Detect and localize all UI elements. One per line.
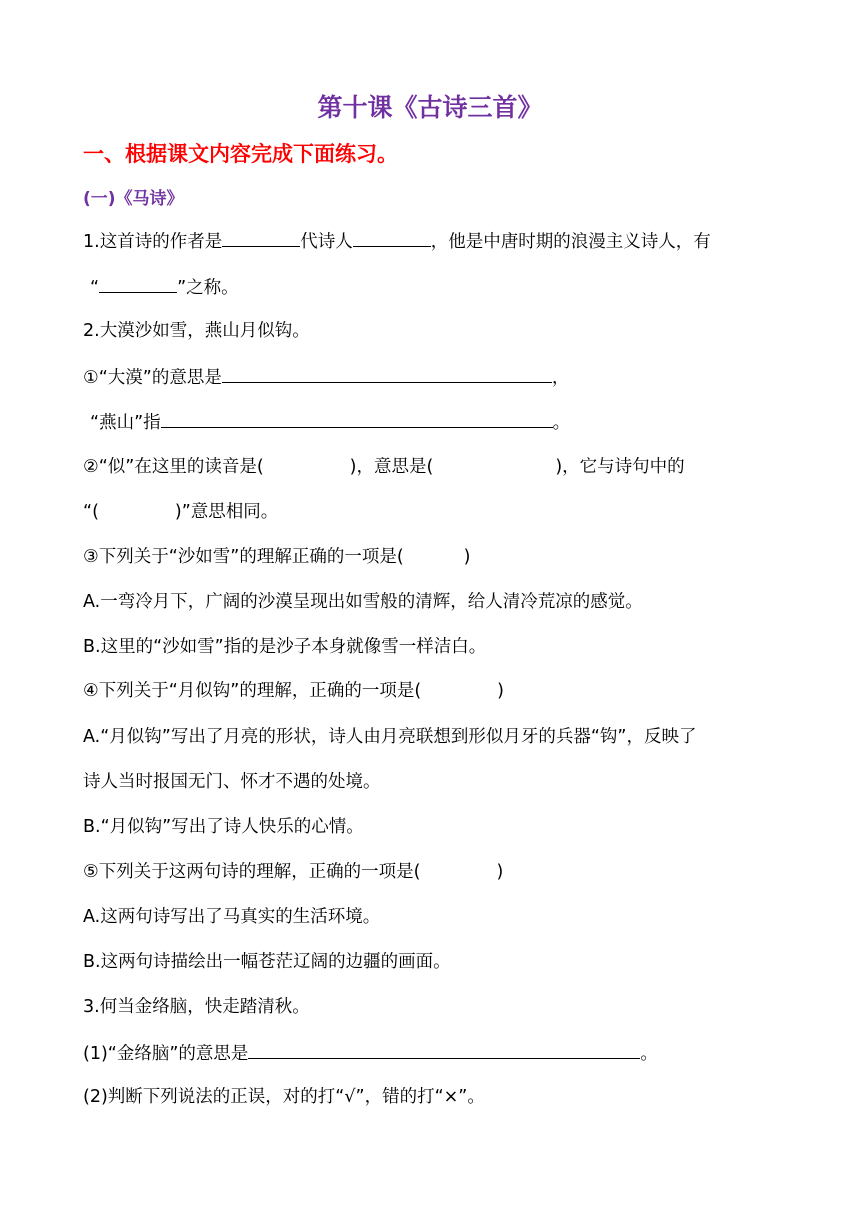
q2-s5-text: ⑤下列关于这两句诗的理解，正确的一项是( <box>83 862 421 882</box>
q3-part2: (2)判断下列说法的正误，对的打“√”，错的打“×”。 <box>83 1087 485 1107</box>
q2-s3-close: ) <box>463 547 471 567</box>
q1-blank-dynasty[interactable] <box>222 228 300 247</box>
q2-blank-damo[interactable] <box>222 364 552 383</box>
q1-text-b: 代诗人 <box>300 232 353 252</box>
q2-s1-text-a: ①“大漠”的意思是 <box>83 368 222 388</box>
q2-sub4-question <box>83 679 783 703</box>
subsection-heading: (一)《马诗》 <box>83 189 184 209</box>
q2-sub1-line1 <box>83 364 783 390</box>
q2-sub3-question <box>83 545 783 569</box>
q2-s2-text-b: )，意思是( <box>349 457 434 477</box>
q1-text-a: 1.这首诗的作者是 <box>83 232 223 252</box>
q2-s5-option-b: B.这两句诗描绘出一幅苍茫辽阔的边疆的画面。 <box>83 952 451 972</box>
q2-sub2-line1 <box>83 455 783 479</box>
q2-s4-close: ) <box>497 681 504 701</box>
q1-text-d: “ <box>90 278 100 298</box>
q3-p1-text-b: 。 <box>640 1044 658 1064</box>
q2-sub1-line2 <box>90 409 790 435</box>
q2-s4-option-b: B.“月似钩”写出了诗人快乐的心情。 <box>83 817 364 837</box>
q2-s2-text-d: “( <box>83 502 99 522</box>
q1-line1 <box>83 228 783 254</box>
q1-blank-poet[interactable] <box>353 228 431 247</box>
page-title: 第十课《古诗三首》 <box>317 93 543 122</box>
q2-s3-text: ③下列关于“沙如雪”的理解正确的一项是( <box>83 547 404 567</box>
q3-part1 <box>83 1040 783 1066</box>
q1-blank-title[interactable] <box>99 274 177 293</box>
q2-s5-option-a: A.这两句诗写出了马真实的生活环境。 <box>83 907 381 927</box>
q2-blank-yanshan[interactable] <box>161 409 553 428</box>
q2-s2-text-a: ②“似”在这里的读音是( <box>83 457 264 477</box>
q3-blank-jinluonao[interactable] <box>248 1040 640 1059</box>
q2-s5-close: ) <box>496 862 504 882</box>
q1-text-e: ”之称。 <box>177 278 239 298</box>
q2-s4-option-a-line1: A.“月似钩”写出了月亮的形状，诗人由月亮联想到形似月牙的兵器“钩”，反映了 <box>83 727 697 747</box>
q2-s2-text-e: )”意思相同。 <box>174 502 279 522</box>
q2-s3-option-a: A.一弯冷月下，广阔的沙漠呈现出如雪般的清辉，给人清冷荒凉的感觉。 <box>83 592 643 612</box>
q2-s4-text: ④下列关于“月似钩”的理解，正确的一项是( <box>83 681 422 701</box>
section-heading: 一、根据课文内容完成下面练习。 <box>83 142 398 166</box>
q1-text-c: ，他是中唐时期的浪漫主义诗人，有 <box>430 232 711 252</box>
q2-s1-text-b: ， <box>551 368 570 388</box>
q2-s3-option-b: B.这里的“沙如雪”指的是沙子本身就像雪一样洁白。 <box>83 637 487 657</box>
q2-stem: 2.大漠沙如雪，燕山月似钩。 <box>83 321 310 341</box>
q3-p1-text-a: (1)“金络脑”的意思是 <box>83 1044 249 1064</box>
q1-line2 <box>90 274 790 300</box>
q2-sub2-line2 <box>83 500 783 524</box>
q2-s1-text-c: “燕山”指 <box>90 413 161 433</box>
q2-s2-text-c: )，它与诗句中的 <box>555 457 685 477</box>
q2-sub5-question <box>83 860 783 884</box>
q3-stem: 3.何当金络脑，快走踏清秋。 <box>83 997 310 1017</box>
q2-s1-text-d: 。 <box>552 413 571 433</box>
q2-s4-option-a-line2: 诗人当时报国无门、怀才不遇的处境。 <box>83 772 381 792</box>
